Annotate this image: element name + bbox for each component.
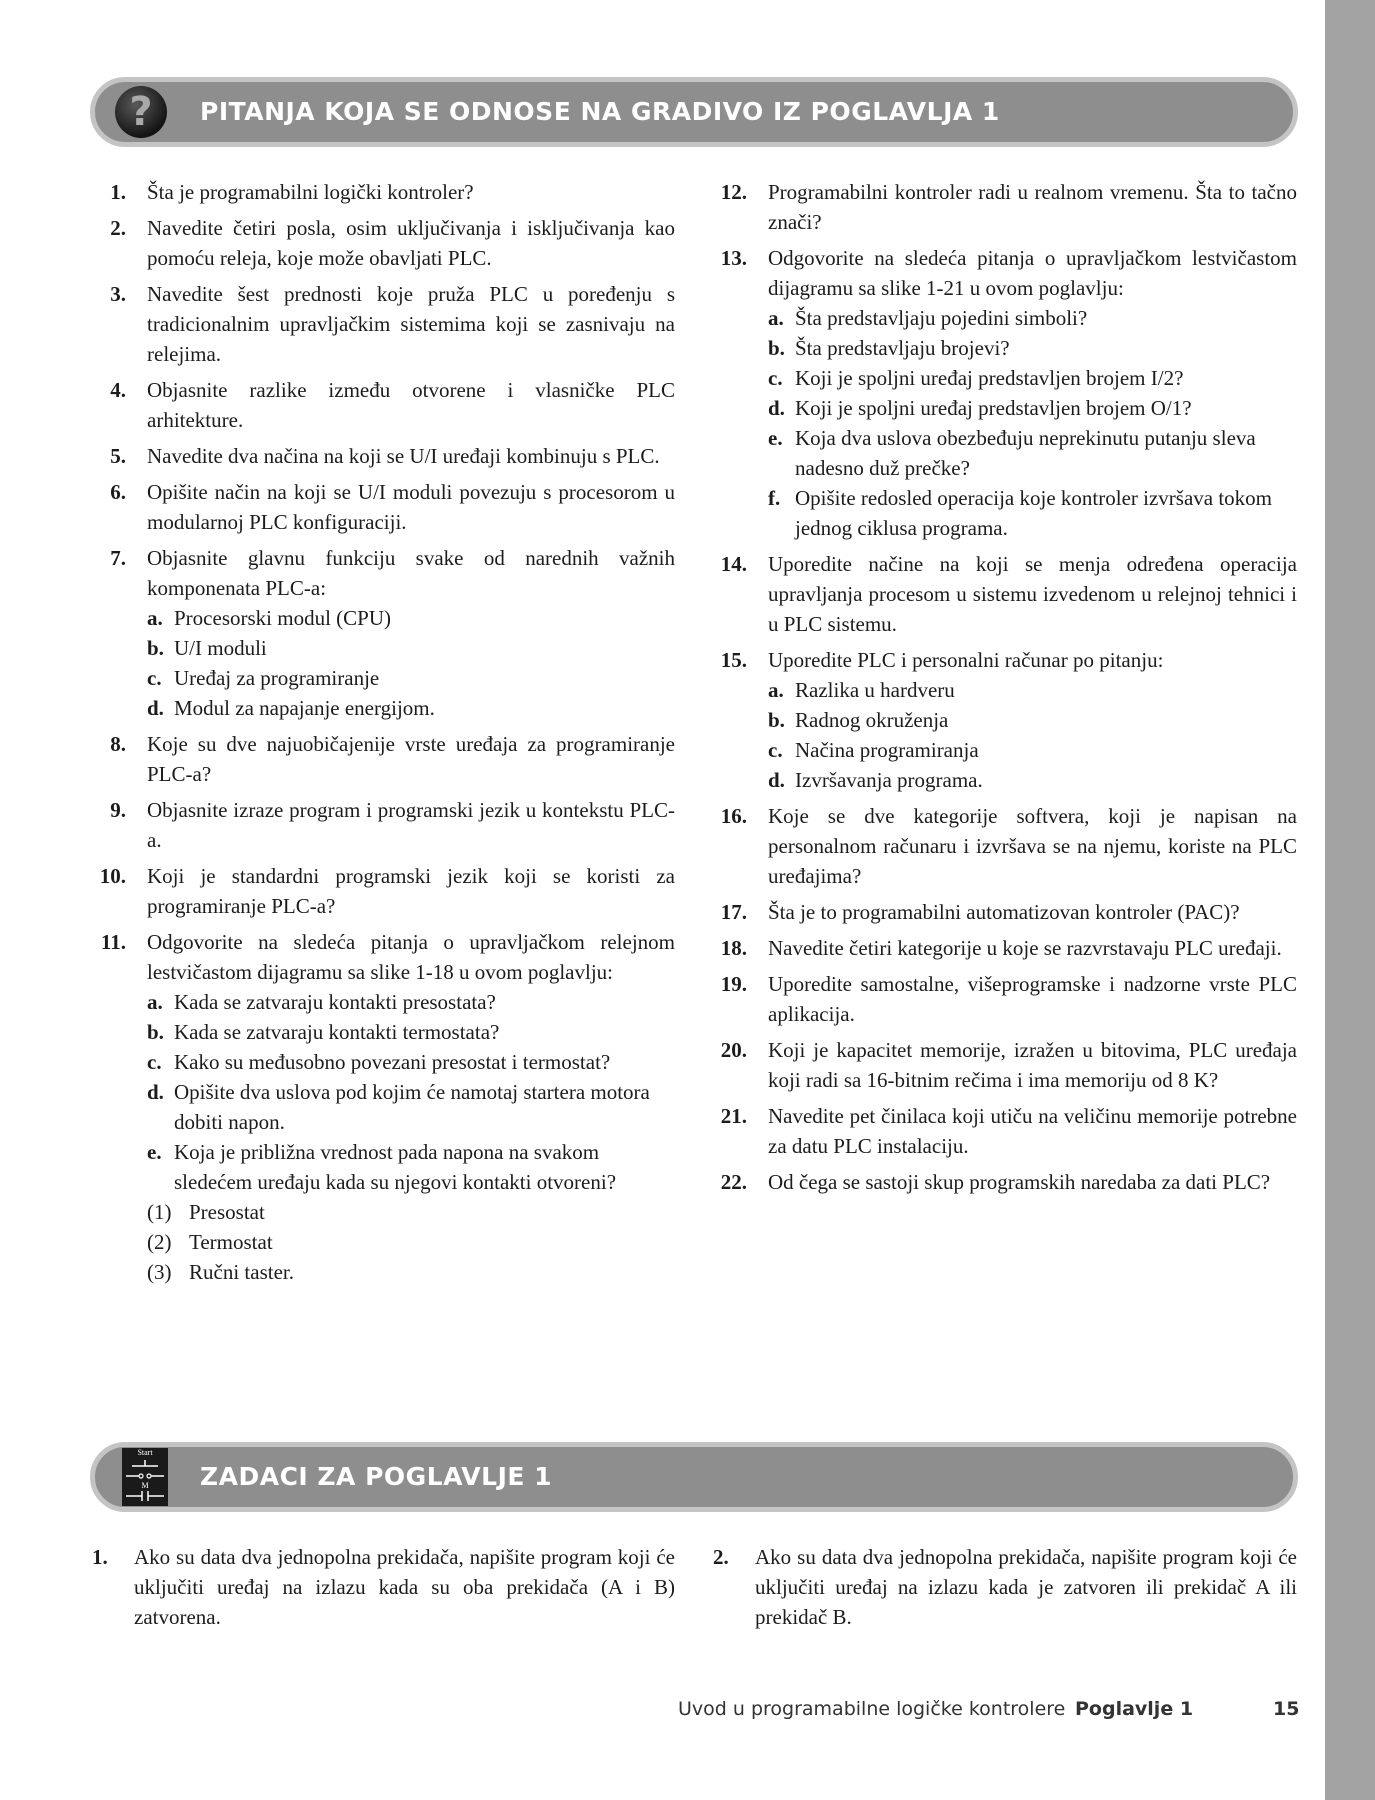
sub-question-text: Ručni taster. — [189, 1260, 294, 1284]
sub-question-text: Koji je spoljni uređaj predstavljen brojem O/1? — [795, 396, 1192, 420]
sub-question-item — [147, 1257, 675, 1287]
sub-question-text: Opišite dva uslova pod kojim će namotaj startera motora dobiti napon. — [174, 1080, 650, 1134]
icon-start-label: Start — [137, 1448, 153, 1457]
sub-question-letter: b. — [768, 708, 785, 732]
ladder-diagram-icon — [122, 1448, 168, 1506]
sub-question-text: Modul za napajanje energijom. — [174, 696, 435, 720]
sub-question — [768, 393, 1297, 423]
question-number: 9. — [110, 798, 126, 822]
question-item — [92, 213, 675, 273]
question-number: 16. — [720, 804, 747, 828]
sub-question — [768, 483, 1297, 543]
task-item — [92, 1542, 675, 1632]
question-item — [713, 1035, 1297, 1095]
sub-question-item — [147, 1197, 675, 1227]
sub-question-text: Uređaj za programiranje — [174, 666, 380, 690]
sub-question — [147, 1077, 675, 1137]
sub-question-letter: a. — [147, 606, 163, 630]
question-text: Uporedite samostalne, višeprogramske i nadzorne vrste PLC aplikacija. — [768, 972, 1297, 1026]
sub-question-letter: e. — [768, 426, 783, 450]
sub-question-label: (2) — [147, 1230, 172, 1254]
question-item — [713, 933, 1297, 963]
sub-question-letter: d. — [768, 396, 785, 420]
sub-question — [147, 603, 675, 633]
question-number: 13. — [720, 246, 747, 270]
section-banner-tasks — [90, 1442, 1298, 1512]
question-item — [92, 375, 675, 435]
sub-question-letter: d. — [768, 768, 785, 792]
sub-question — [768, 735, 1297, 765]
icon-m-label: M — [141, 1481, 149, 1490]
question-number: 15. — [720, 648, 747, 672]
sub-question — [147, 1017, 675, 1047]
question-number: 17. — [720, 900, 747, 924]
question-item — [713, 243, 1297, 543]
question-number: 6. — [110, 480, 126, 504]
section-title-questions: PITANJA KOJA SE ODNOSE NA GRADIVO IZ POGLAVLJA 1 — [200, 97, 1000, 126]
question-number: 10. — [99, 864, 126, 888]
sub-question-letter: c. — [768, 738, 783, 762]
sub-question-letter: b. — [147, 636, 164, 660]
question-number: 11. — [100, 930, 126, 954]
question-number: 5. — [110, 444, 126, 468]
question-item — [92, 861, 675, 921]
question-item — [713, 1101, 1297, 1161]
sub-question-letter: f. — [768, 486, 781, 510]
sub-question-text: Presostat — [189, 1200, 265, 1224]
sub-question-letter: d. — [147, 1080, 164, 1104]
sub-question — [768, 303, 1297, 333]
sub-question-letter: c. — [768, 366, 783, 390]
section-banner-questions — [90, 77, 1298, 147]
footer-book-title: Uvod u programabilne logičke kontrolere — [678, 1698, 1066, 1720]
question-number: 3. — [110, 282, 126, 306]
question-text: Šta je programabilni logički kontroler? — [147, 180, 474, 204]
task-number: 2. — [713, 1545, 729, 1569]
sub-question — [768, 765, 1297, 795]
question-number: 14. — [720, 552, 747, 576]
question-text: Objasnite razlike između otvorene i vlasničke PLC arhitekture. — [147, 378, 675, 432]
question-text: Koje se dve kategorije softvera, koji je napisan na personalnom računaru i izvršava se na njemu, koriste na PLC uređajima? — [768, 804, 1297, 888]
question-text: Odgovorite na sledeća pitanja o upravljačkom relejnom lestvičastom dijagramu sa slike 1-18 u ovom poglavlju: — [147, 930, 675, 984]
question-item — [92, 477, 675, 537]
sub-question — [147, 1047, 675, 1077]
task-text: Ako su data dva jednopolna prekidača, napišite program koji će uključiti uređaj na izlazu kada su oba prekidača (A i B) zatvorena. — [134, 1545, 675, 1629]
question-text: Koje su dve najuobičajenije vrste uređaja za programiranje PLC-a? — [147, 732, 675, 786]
sub-question-letter: c. — [147, 666, 162, 690]
sub-question-text: Koji je spoljni uređaj predstavljen brojem I/2? — [795, 366, 1184, 390]
sub-question — [147, 1137, 675, 1197]
question-icon: ? — [115, 86, 167, 138]
question-text: Navedite četiri posla, osim uključivanja i isključivanja kao pomoću releja, koje može obavljati PLC. — [147, 216, 675, 270]
sub-question-letter: a. — [768, 678, 784, 702]
sub-question — [768, 363, 1297, 393]
sub-question-text: Procesorski modul (CPU) — [174, 606, 391, 630]
sub-question — [147, 633, 675, 663]
page-number: 15 — [1273, 1698, 1300, 1720]
sub-question-text: Termostat — [189, 1230, 273, 1254]
question-item — [713, 897, 1297, 927]
sub-question — [768, 333, 1297, 363]
question-text: Koji je standardni programski jezik koji se koristi za programiranje PLC-a? — [147, 864, 675, 918]
sub-question — [768, 705, 1297, 735]
question-number: 4. — [110, 378, 126, 402]
sub-question — [768, 675, 1297, 705]
sub-question-letter: a. — [147, 990, 163, 1014]
question-item — [92, 279, 675, 369]
sub-question-text: Kada se zatvaraju kontakti termostata? — [174, 1020, 500, 1044]
sub-question-text: Izvršavanja programa. — [795, 768, 983, 792]
question-text: Uporedite PLC i personalni računar po pitanju: — [768, 648, 1164, 672]
question-item — [713, 549, 1297, 639]
question-number: 21. — [720, 1104, 747, 1128]
question-text: Navedite četiri kategorije u koje se razvrstavaju PLC uređaji. — [768, 936, 1282, 960]
question-number: 8. — [110, 732, 126, 756]
question-text: Objasnite glavnu funkciju svake od narednih važnih komponenata PLC-a: — [147, 546, 675, 600]
task-text: Ako su data dva jednopolna prekidača, napišite program koji će uključiti uređaj na izlazu kada je zatvoren ili prekidač A ili prekidač B. — [755, 1545, 1297, 1629]
sub-question-letter: b. — [147, 1020, 164, 1044]
question-item — [713, 1167, 1297, 1197]
sub-question-text: Kada se zatvaraju kontakti presostata? — [174, 990, 496, 1014]
question-number: 2. — [110, 216, 126, 240]
question-item — [713, 177, 1297, 237]
question-text: Uporedite načine na koji se menja određena operacija upravljanja procesom u sistemu izvedenom u relejnoj tehnici i u PLC sistemu. — [768, 552, 1297, 636]
sub-question-label: (1) — [147, 1200, 172, 1224]
sub-question-item — [147, 1227, 675, 1257]
question-number: 1. — [110, 180, 126, 204]
task-number: 1. — [92, 1545, 108, 1569]
question-item — [92, 795, 675, 855]
question-text: Opišite način na koji se U/I moduli povezuju s procesorom u modularnoj PLC konfiguraciji. — [147, 480, 675, 534]
question-item — [92, 441, 675, 471]
question-number: 20. — [720, 1038, 747, 1062]
sub-question-text: Kako su međusobno povezani presostat i termostat? — [174, 1050, 611, 1074]
question-number: 22. — [720, 1170, 747, 1194]
questions-right-column — [713, 177, 1297, 1203]
sub-question — [147, 663, 675, 693]
question-number: 7. — [110, 546, 126, 570]
question-text: Od čega se sastoji skup programskih naredaba za dati PLC? — [768, 1170, 1271, 1194]
question-item — [92, 543, 675, 723]
question-text: Navedite pet činilaca koji utiču na veličinu memorije potrebne za datu PLC instalaciju. — [768, 1104, 1297, 1158]
question-item — [92, 927, 675, 1287]
sub-question-letter: c. — [147, 1050, 162, 1074]
sub-question-text: Opišite redosled operacija koje kontroler izvršava tokom jednog ciklusa programa. — [795, 486, 1273, 540]
sub-question — [147, 987, 675, 1017]
sub-question-letter: b. — [768, 336, 785, 360]
question-text: Programabilni kontroler radi u realnom vremenu. Šta to tačno znači? — [768, 180, 1297, 234]
sub-question-text: Radnog okruženja — [795, 708, 949, 732]
sub-question-letter: d. — [147, 696, 164, 720]
question-number: 12. — [720, 180, 747, 204]
sub-question-text: Razlika u hardveru — [795, 678, 955, 702]
sub-question-letter: e. — [147, 1140, 162, 1164]
sub-question-text: Načina programiranja — [795, 738, 979, 762]
question-text: Koji je kapacitet memorije, izražen u bitovima, PLC uređaja koji radi sa 16-bitnim rečima i ima memoriju od 8 K? — [768, 1038, 1297, 1092]
questions-left-column — [92, 177, 675, 1293]
sub-question-text: Šta predstavljaju pojedini simboli? — [795, 306, 1088, 330]
sub-question-text: Koja je približna vrednost pada napona na svakom sledećem uređaju kada su njegovi kontakti otvoreni? — [174, 1140, 617, 1194]
question-item — [92, 177, 675, 207]
sub-question-text: Koja dva uslova obezbeđuju neprekinutu putanju sleva nadesno duž prečke? — [795, 426, 1256, 480]
question-item — [92, 729, 675, 789]
sub-question-label: (3) — [147, 1260, 172, 1284]
question-text: Navedite dva načina na koji se U/I uređaji kombinuju s PLC. — [147, 444, 660, 468]
side-strip — [1325, 0, 1375, 1800]
question-text: Odgovorite na sledeća pitanja o upravljačkom lestvičastom dijagramu sa slike 1-21 u ovom poglavlju: — [768, 246, 1297, 300]
question-number: 18. — [720, 936, 747, 960]
sub-question-text: U/I moduli — [174, 636, 267, 660]
task-item — [713, 1542, 1297, 1632]
footer-chapter: Poglavlje 1 — [1075, 1698, 1194, 1720]
question-text: Navedite šest prednosti koje pruža PLC u poređenju s tradicionalnim upravljačkim sistemima koji se zasnivaju na relejima. — [147, 282, 675, 366]
sub-question — [147, 693, 675, 723]
sub-question — [768, 423, 1297, 483]
question-item — [713, 645, 1297, 795]
question-item — [713, 801, 1297, 891]
question-item — [713, 969, 1297, 1029]
question-text: Šta je to programabilni automatizovan kontroler (PAC)? — [768, 900, 1240, 924]
sub-question-letter: a. — [768, 306, 784, 330]
question-text: Objasnite izraze program i programski jezik u kontekstu PLC-a. — [147, 798, 675, 852]
question-number: 19. — [720, 972, 747, 996]
sub-question-text: Šta predstavljaju brojevi? — [795, 336, 1010, 360]
section-title-tasks: ZADACI ZA POGLAVLJE 1 — [200, 1462, 553, 1491]
